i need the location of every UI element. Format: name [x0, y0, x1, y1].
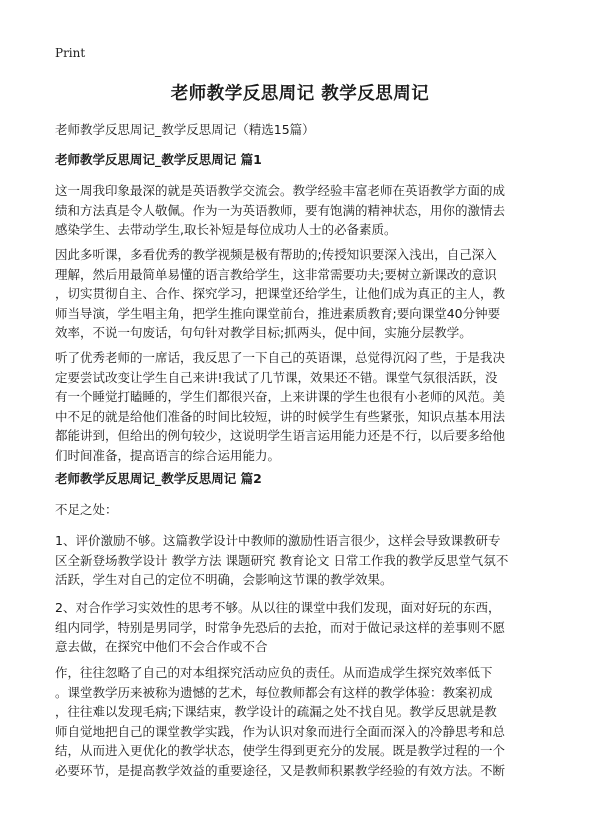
- text-line: 区全新登场教学设计 教学方法 课题研究 教育论文 日常工作我的教学反思堂气氛不: [55, 552, 509, 568]
- text-line: 理解，然后用最简单易懂的语言教给学生，这非常需要功夫;要树立新课改的意识: [55, 266, 497, 282]
- text-line: 。课堂教学历来被称为遗憾的艺术，每位教师都会有这样的教学体验：教案初成: [55, 684, 493, 700]
- text-line: 因此多听课，多看优秀的教学视频是极有帮助的;传授知识要深入浅出，自己深入: [55, 247, 497, 262]
- text-line: 活跃，学生对自己的定位不明确，会影响这节课的教学效果。: [55, 572, 393, 587]
- text-line: 意去做，在探究中他们不会合作或不合: [55, 639, 268, 654]
- text-line: 听了优秀老师的一席话，我反思了一下自己的英语课，总觉得沉闷了些，于是我决: [55, 350, 506, 365]
- text-line: 必要环节，是提高教学效益的重要途径，又是教师积累教学经验的有效方法。不断: [55, 762, 506, 778]
- text-line: 效率，不说一句废话，句句针对教学目标;抓两头，促中间，实施分层教学。: [55, 325, 472, 340]
- text-line: 这一周我印象最深的就是英语教学交流会。教学经验丰富老师在英语教学方面的成: [55, 183, 506, 198]
- text-line: ，往往难以发现毛病;下课结束，教学设计的疏漏之处不找自见。教学反思就是教: [55, 704, 497, 719]
- text-line: ，切实贯彻自主、合作、探究学习，把课堂还给学生，让他们成为真正的主人，教: [55, 286, 506, 301]
- paragraph: [55, 663, 549, 780]
- paragraph: [55, 181, 549, 240]
- text-line: 绩和方法真是令人敬佩。作为一为英语教师，要有饱满的精神状态，用你的激情去: [55, 202, 506, 218]
- page-title: 老师教学反思周记 教学反思周记: [170, 84, 430, 104]
- paragraph: [55, 245, 549, 343]
- section-heading-2: 老师教学反思周记_教学反思周记 篇2: [55, 471, 262, 486]
- text-line: 都能讲到，但给出的例句较少，这说明学生语言运用能力还是不行，以后要多给他: [55, 428, 506, 443]
- text-line: 1、评价激励不够。这篇教学设计中教师的激励性语言很少，这样会导致课教研专: [55, 533, 501, 548]
- text-line: 感染学生、去带动学生,取长补短是每位成功人士的必备素质。: [55, 222, 397, 237]
- text-line: 定要尝试改变让学生自己来讲!我试了几节课，效果还不错。课堂气氛很活跃，没: [55, 369, 498, 385]
- paragraph: [55, 500, 549, 520]
- text-line: 不足之处：: [55, 502, 118, 517]
- paragraph: [55, 348, 549, 465]
- text-line: 中不足的就是给他们准备的时间比较短，讲的时候学生有些紧张，知识点基本用法: [55, 408, 506, 424]
- text-line: 师自觉地把自己的课堂教学实践，作为认识对象而进行全面而深入的冷静思考和总: [55, 723, 506, 739]
- text-line: 作，往往忽略了自己的对本组探究活动应负的责任。从而造成学生探究效率低下: [55, 665, 493, 680]
- paragraph: [55, 531, 549, 590]
- text-line: 组内同学，特别是男同学，时常争先恐后的去抢，而对于做记录这样的差事则不愿: [55, 619, 506, 635]
- paragraph: [55, 598, 549, 657]
- text-line: 有一个睡觉打瞌睡的，学生们都很兴奋，上来讲课的学生也很有小老师的风范。美: [55, 389, 506, 404]
- section-heading-1: 老师教学反思周记_教学反思周记 篇1: [55, 152, 262, 167]
- print-link[interactable]: Print: [55, 46, 86, 60]
- text-line: 们时间准备，提高语言的综合运用能力。: [55, 447, 281, 463]
- text-line: 2、对合作学习实效性的思考不够。从以往的课堂中我们发现，面对好玩的东西，: [55, 600, 501, 615]
- text-line: 结，从而进入更优化的教学状态，使学生得到更充分的发展。既是教学过程的一个: [55, 743, 506, 758]
- text-line: 师当导演，学生唱主角，把学生推向课堂前台，推进素质教育;要向课堂40分钟要: [55, 305, 501, 321]
- subtitle: 老师教学反思周记_教学反思周记（精选15篇）: [55, 122, 315, 137]
